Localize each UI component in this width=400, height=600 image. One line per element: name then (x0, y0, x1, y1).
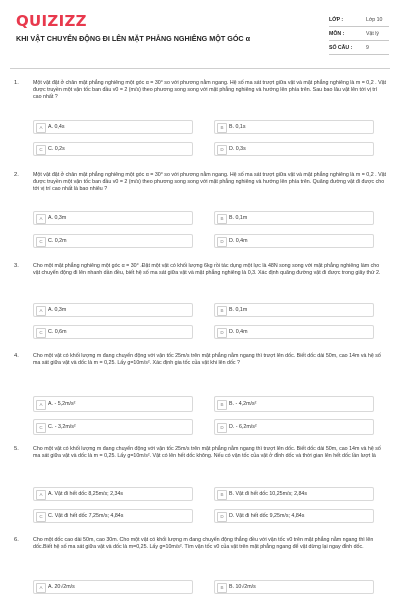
question-number: 6. (14, 537, 19, 543)
question-count-value: 9 (366, 45, 369, 51)
option-text: B. 0,1m (229, 215, 248, 221)
question-text: Cho một vật có khối lượng m đang chuyển động với vận tốc 25m/s trên mặt phẳng nằm ngang thì trượt lên dốc. Biết dốc dài 50m, cao 14m và hệ số ma sát giữa vật và dốc là m = 0,25. Lấy g=10m/s². Vật có lên hết dốc không. Nếu có vận tốc của vật ở đỉnh dốc và thời gian lên hết dốc lần lượt là (33, 446, 381, 460)
class-label: LỚP : (329, 17, 344, 23)
question-number: 1. (14, 80, 19, 86)
option-text: A. 0,3m (48, 215, 67, 221)
option-b[interactable] (214, 580, 374, 594)
question-text: Một vật đặt ở chân mặt phẳng nghiêng một góc α = 30° so với phương nằm ngang. Hệ số ma sát trượt giữa vật và mặt phẳng nghiêng là m = 0,2 . Vật được truyền một vận tốc ban đầu v0 = 2 (m/s) theo phương song song với mặt phẳng nghiêng và hướng lên phía trên. Sau bao lâu vật lên tới vị trí cao nhất ? (33, 80, 387, 101)
option-b[interactable] (214, 211, 374, 225)
option-text: A. 0,3m (48, 307, 67, 313)
question-count-label: SỐ CÂU : (329, 45, 353, 51)
option-text: D. Vật đi hết dốc 9,25m/s; 4,84s (229, 513, 305, 519)
option-letter-badge: A (36, 306, 46, 316)
question-count-underline (329, 54, 389, 55)
worksheet-header (0, 0, 400, 70)
option-text: D. 0,4m (229, 329, 248, 335)
option-letter-badge: B (217, 490, 227, 500)
option-c[interactable] (33, 142, 193, 156)
option-c[interactable] (33, 234, 193, 248)
question-number: 2. (14, 172, 19, 178)
option-c[interactable] (33, 325, 193, 339)
option-text: D. 0,4m (229, 238, 248, 244)
option-d[interactable] (214, 234, 374, 248)
option-b[interactable] (214, 487, 374, 501)
option-letter-badge: D (217, 512, 227, 522)
class-value: Lớp 10 (366, 17, 383, 23)
option-a[interactable] (33, 303, 193, 317)
option-text: C. 0,6m (48, 329, 67, 335)
option-letter-badge: B (217, 123, 227, 133)
option-letter-badge: D (217, 423, 227, 433)
subject-value: Vật lý (366, 31, 379, 37)
option-text: B. - 4,2m/s² (229, 401, 257, 407)
option-a[interactable] (33, 396, 193, 412)
question-number: 4. (14, 353, 19, 359)
option-letter-badge: B (217, 306, 227, 316)
option-text: B. Vật đi hết dốc 10,25m/s; 2,84s (229, 491, 308, 497)
question-text: Cho một vật có khối lượng m đang chuyển động với vận tốc 25m/s trên mặt phẳng nằm ngang thì trượt lên dốc. Biết dốc dài 50m, cao 14m và hệ số ma sát giữa vật và dốc là m = 0,25. Lấy g=10m/s². Xác định gia tốc của vật khi lên dốc ? (33, 353, 381, 367)
option-letter-badge: D (217, 328, 227, 338)
option-letter-badge: C (36, 145, 46, 155)
question-number: 3. (14, 263, 19, 269)
option-text: B. 0,1m (229, 307, 248, 313)
option-letter-badge: C (36, 237, 46, 247)
option-text: A. 20√2m/s (48, 584, 75, 590)
option-text: D. - 6,2m/s² (229, 424, 257, 430)
option-b[interactable] (214, 120, 374, 134)
option-text: B. 0,1s (229, 124, 246, 130)
question-text: Một vật đặt ở chân mặt phẳng nghiêng một góc α = 30° so với phương nằm ngang. Hệ số ma sát trượt giữa vật và mặt phẳng nghiêng là m = 0,2 . Vật được truyền một vận tốc ban đầu v0 = 2 (m/s) theo phương song song với mặt phẳng nghiêng và hướng lên phía trên. Quãng đường vật đi được cho tới vị trí cao nhất là bao nhiêu ? (33, 172, 387, 193)
option-c[interactable] (33, 509, 193, 523)
option-letter-badge: D (217, 237, 227, 247)
option-d[interactable] (214, 509, 374, 523)
option-letter-badge: D (217, 145, 227, 155)
option-b[interactable] (214, 303, 374, 317)
option-a[interactable] (33, 120, 193, 134)
option-letter-badge: B (217, 400, 227, 410)
option-letter-badge: A (36, 400, 46, 410)
option-d[interactable] (214, 142, 374, 156)
option-letter-badge: A (36, 583, 46, 593)
option-text: C. 0,2s (48, 146, 65, 152)
option-text: C. Vật đi hết dốc 7,25m/s; 4,84s (48, 513, 124, 519)
subject-underline (329, 40, 389, 41)
option-a[interactable] (33, 580, 193, 594)
subject-label: MÔN : (329, 31, 345, 37)
option-text: B. 10√2m/s (229, 584, 256, 590)
option-a[interactable] (33, 487, 193, 501)
option-letter-badge: C (36, 328, 46, 338)
option-c[interactable] (33, 419, 193, 435)
option-text: A. 0,4s (48, 124, 65, 130)
option-letter-badge: A (36, 490, 46, 500)
option-text: C. 0,2m (48, 238, 67, 244)
option-d[interactable] (214, 419, 374, 435)
quizizz-logo: QUIZIZZ (16, 12, 87, 30)
option-text: A. - 5,2m/s² (48, 401, 76, 407)
option-text: C. - 3,2m/s² (48, 424, 76, 430)
option-letter-badge: B (217, 583, 227, 593)
question-number: 5. (14, 446, 19, 452)
option-text: A. Vật đi hết dốc 8,25m/s; 2,34s (48, 491, 124, 497)
option-text: D. 0,3s (229, 146, 246, 152)
option-letter-badge: A (36, 123, 46, 133)
option-letter-badge: C (36, 512, 46, 522)
class-underline (329, 26, 389, 27)
option-letter-badge: A (36, 214, 46, 224)
option-letter-badge: C (36, 423, 46, 433)
option-b[interactable] (214, 396, 374, 412)
question-text: Cho một dốc cao dài 50m, cao 30m. Cho một vật có khối lượng m đang chuyển động thẳng đều với vận tốc v0 trên mặt phẳng nằm ngang thì lên dốc.Biết hệ số ma sát giữa vật và dốc là m=0,25. Lấy g=10m/s². Tìm vận tốc v0 của vật trên mặt phẳng ngang để vật dừng lại ngay đỉnh dốc. (33, 537, 374, 551)
option-a[interactable] (33, 211, 193, 225)
option-letter-badge: B (217, 214, 227, 224)
header-divider (10, 68, 390, 69)
question-text: Cho một mặt phẳng nghiêng một góc α = 30° .Đặt một vật có khối lượng 6kg rồi tác dụng một lực là 48N song song với mặt phẳng nghiêng làm cho vật chuyển động đi lên nhanh dần đều, biết hệ số ma sát giữa vật và mặt phẳng nghiêng là 0,3. Xác định quãng đường vật đi được trong giây thứ 2. (33, 263, 381, 277)
option-d[interactable] (214, 325, 374, 339)
worksheet-title: KHI VẬT CHUYỂN ĐỘNG ĐI LÊN MẶT PHẲNG NGHIÊNG MỘT GÓC α (16, 34, 251, 43)
